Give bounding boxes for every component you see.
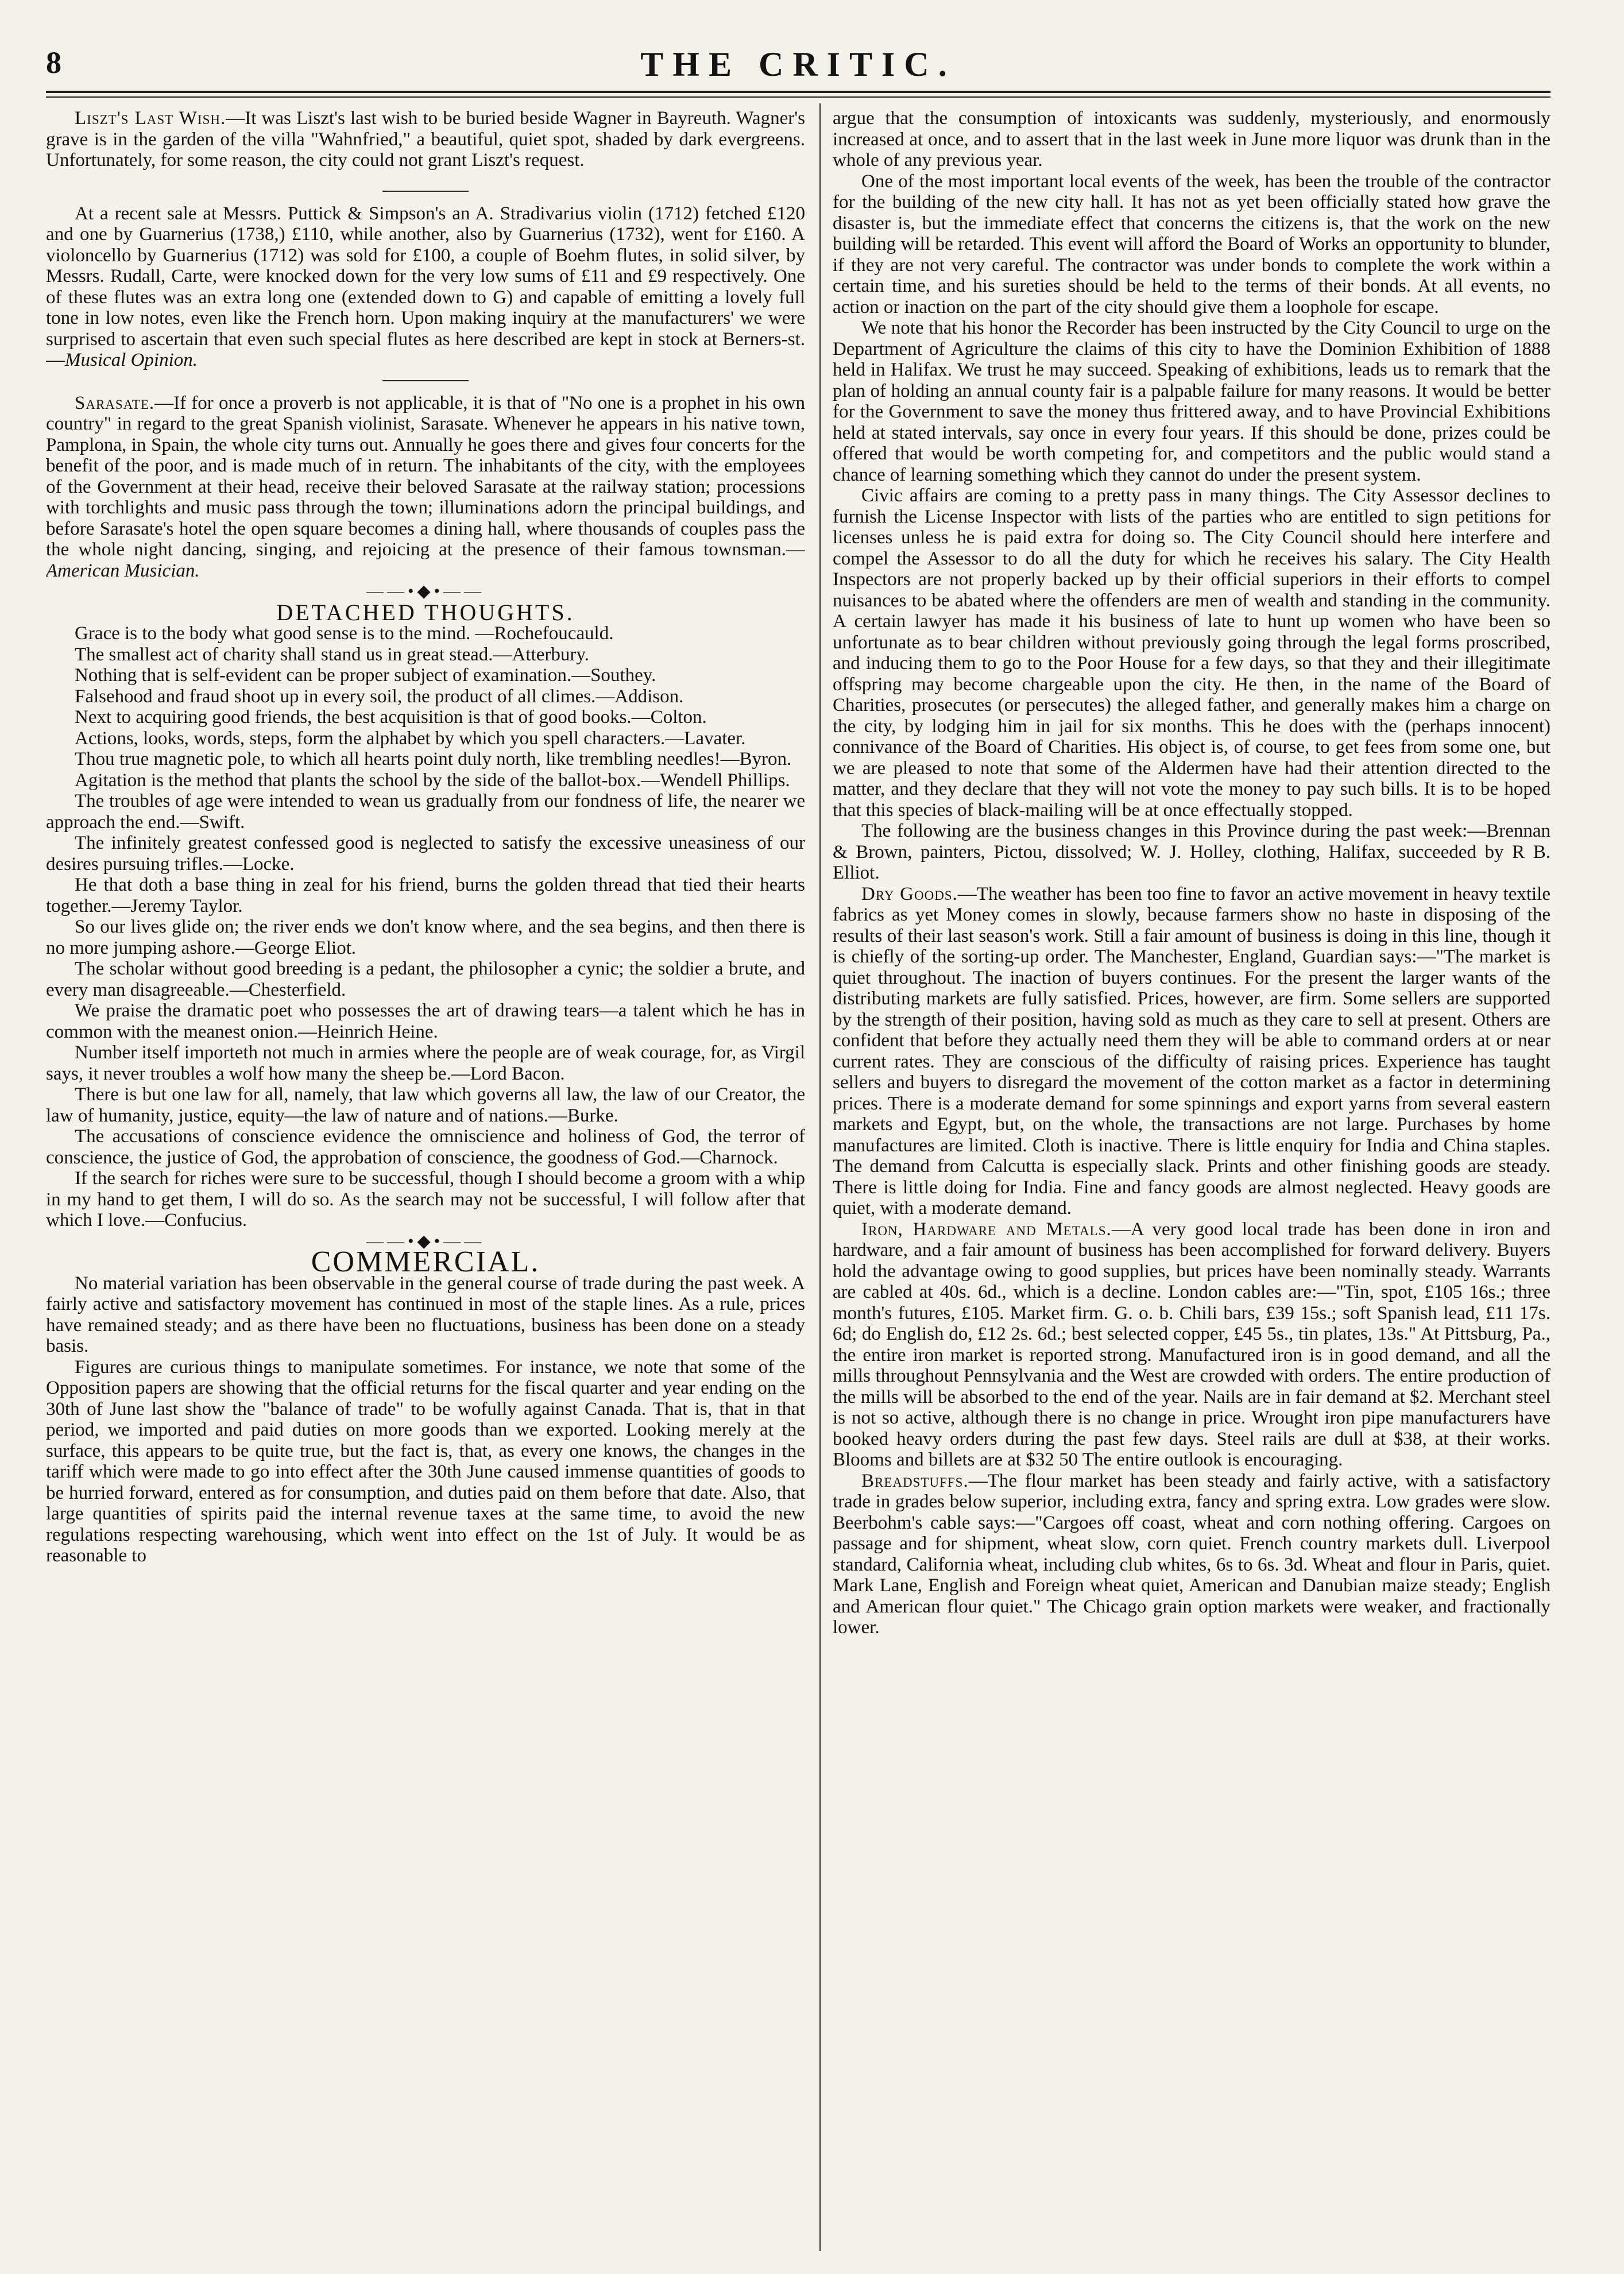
civic-affairs-paragraph: Civic affairs are coming to a pretty pass in many things. The City Assessor declines to furnish the License Inspector with lists of the parties who are entitled to sign petitions for licenses unless he is paid extra for doing so. The City Council should here interfere and compel the Assessor to do all the duty for which he receives his salary. The City Health Inspectors are not properly backed up by their official superiors in their efforts to compel nuisances to be abated where the offenders are men of wealth and standing in the community. A certain lawyer has made it his business of late to hunt up women who have been so unfortunate as to bear children without previously going through the legal forms proscribed, and inducing them to go to the Poor House for a few days, so that they and their illegitimate offspring may become chargeable upon the city. He then, in the name of the Board of Charities, prosecutes (or persecutes) the alleged father, and generally makes him a charge on the city, by lodging him in jail for six months. This he does with the (perhaps innocent) connivance of the Board of Charities. His object is, of course, to get fees from some one, but we are pleased to note that some of the Aldermen have had their attention directed to the matter, and they declare that they will not vote the money to pay such bills. It is to be hoped that this species of black-mailing will be at once effectually stopped. — [833, 485, 1550, 821]
section-ornament: ——•◆•—— — [366, 582, 485, 601]
thought-item: We praise the dramatic poet who possesses the art of drawing tears—a talent which he has in common with the meanest onion.—Heinrich Heine. — [46, 1000, 805, 1042]
column-divider — [819, 103, 821, 2251]
header-rule — [46, 91, 1550, 93]
stradivarius-paragraph: At a recent sale at Messrs. Puttick & Simpson's an A. Stradivarius violin (1712) fetched £120 and one by Guarnerius (1738,) £110, while another, also by Guarnerius (1732), went for £160. A violoncello by Guarnerius (1712) was sold for £100, a couple of Boehm flutes, in solid silver, by Messrs. Rudall, Carte, were knocked down for the very low sums of £11 and £9 respectively. One of these flutes was an extra long one (extended down to G) and capable of emitting a lovely full tone in low notes, even like the French horn. Upon making inquiry at the manufacturers' we were surprised to ascertain that even such special flutes as here described are kept in stock at Berners-st.—Musical Opinion. — [46, 203, 805, 370]
thought-item: Grace is to the body what good sense is to the mind. —Rochefoucauld. — [75, 623, 614, 644]
left-column — [46, 108, 805, 2253]
source-credit: American Musician. — [46, 560, 200, 581]
commercial-paragraph: No material variation has been observable in the general course of trade during the past week. A fairly active and satisfactory movement has continued in most of the staple lines. As a rule, prices have remained steady; and as there have been no fluctuations, business has been done on a steady basis. — [46, 1273, 805, 1356]
city-hall-paragraph: One of the most important local events of the week, has been the trouble of the contractor for the building of the new city hall. It has not as yet been officially stated how grave the disaster is, but the immediate effect that concerns the citizens is, that the work on the new building will be retarded. This event will afford the Board of Works an opportunity to blunder, if they are not very careful. The contractor was under bonds to complete the work within a certain time, and his sureties should be held to the terms of their bonds. At all events, no action or inaction on the part of the city should give them a loophole for escape. — [833, 171, 1550, 318]
thought-item: The infinitely greatest confessed good is neglected to satisfy the excessive uneasiness of our desires pursuing trifles.—Locke. — [46, 833, 805, 875]
commercial-title: COMMERCIAL. — [311, 1246, 540, 1278]
thought-item: The troubles of age were intended to wean us gradually from our fondness of life, the nearer we approach the end.—Swift. — [46, 791, 805, 833]
section-ornament: ——•◆•—— — [366, 1231, 485, 1251]
header-rule-thin — [46, 96, 1550, 98]
separator-rule — [382, 191, 469, 192]
thought-item: Nothing that is self-evident can be proper subject of examination.—Southey. — [75, 665, 656, 686]
thought-item: Number itself importeth not much in armies where the people are of weak courage, for, as Virgil says, it never troubles a wolf how many the sheep be.—Lord Bacon. — [46, 1042, 805, 1084]
commercial-text — [46, 1273, 805, 1567]
thought-item: Falsehood and fraud shoot up in every soil, the product of all climes.—Addison. — [75, 686, 684, 707]
liszt-heading: Liszt's Last Wish. — [75, 108, 226, 129]
sarasate-heading: Sarasate. — [75, 392, 155, 413]
sarasate-paragraph: Sarasate.—If for once a proverb is not applicable, it is that of "No one is a prophet in his own country" in regard to the great Spanish violinist, Sarasate. Whenever he appears in his native town, Pamplona, in Spain, the whole city turns out. Annually he goes there and gives four concerts for the benefit of the poor, and is made much of in return. The inhabitants of the city, with the employees of the Government at their head, receive their beloved Sarasate at the railway station; processions with torchlights and music pass through the town; illuminations adorn the principal buildings, and before Sarasate's hotel the open square becomes a dining hall, where thousands of couples pass the the whole night dancing, singing, and rejoicing at the presence of their famous townsman.—American Musician. — [46, 392, 805, 581]
dry-goods-heading: Dry Goods. — [861, 883, 958, 904]
thought-item: If the search for riches were sure to be successful, though I should become a groom with a whip in my hand to get them, I will do so. As the search may not be successful, I will follow after that which I love.—Confucius. — [46, 1168, 805, 1231]
thought-item: Agitation is the method that plants the school by the side of the ballot-box.—Wendell Phillips. — [75, 769, 790, 791]
masthead — [46, 45, 1550, 91]
thought-item: The accusations of conscience evidence the omniscience and holiness of God, the terror of conscience, the justice of God, the approbation of conscience, the goodness of God.—Charnock. — [46, 1126, 805, 1168]
source-credit: Musical Opinion. — [65, 350, 198, 370]
thought-item: Thou true magnetic pole, to which all hearts point duly north, like trembling needles!—Byron. — [75, 749, 792, 769]
breadstuffs-paragraph: Breadstuffs.—The flour market has been steady and fairly active, with a satisfactory trade in grades below superior, including extra, fancy and spring extra. Low grades were slow. Beerbohm's cable says:—"Cargoes off coast, wheat and corn nothing offering. Cargoes on passage and for shipment, wheat slow, corn quiet. French country markets dull. Liverpool standard, California wheat, including club whites, 6s to 6s. 3d. Wheat and flour in Paris, quiet. Mark Lane, English and Foreign wheat quiet, American and Danubian maize steady; English and American flour quiet." The Chicago grain option markets were weaker, and fractionally lower. — [833, 1470, 1550, 1638]
continued-paragraph: argue that the consumption of intoxicants was suddenly, mysteriously, and enormously increased at once, and to assert that in the last week in June more liquor was drunk than in the whole of any previous year. — [833, 108, 1550, 171]
thought-item: He that doth a base thing in zeal for his friend, burns the golden thread that tied their hearts together.—Jeremy Taylor. — [46, 875, 805, 916]
dry-goods-paragraph: Dry Goods.—The weather has been too fine to favor an active movement in heavy textile fabrics as yet Money comes in slowly, because farmers show no haste in disposing of the results of their last season's work. Still a fair amount of business is doing in this line, though it is chiefly of the sorting-up order. The Manchester, England, Guardian says:—"The market is quiet throughout. The inaction of buyers continues. For the present the larger wants of the distributing markets are fully satisfied. Prices, however, are firm. Some sellers are supported by the strength of their position, having sold as much as they care to sell at present. Others are confident that before they actually need them they will be able to command orders at or near current rates. They are conscious of the difficulty of raising prices. Experience has taught sellers and buyers to disregard the movement of the cotton market as a factor in determining prices. There is a moderate demand for some spinnings and export yarns from several eastern markets and Egypt, but, on the whole, the transactions are not large. Purchases by home manufactures are limited. Cloth is inactive. There is little enquiry for India and China staples. The demand from Calcutta is especially slack. Prints and other finishing goods are steady. There is little doing for India. Fine and fancy goods are almost neglected. Heavy goods are quiet, with a moderate demand. — [833, 883, 1550, 1219]
right-column — [833, 108, 1550, 2253]
business-changes-paragraph: The following are the business changes in this Province during the past week:—Brennan & Brown, painters, Pictou, dissolved; W. J. Holley, clothing, Halifax, succeeded by R B. Elliot. — [833, 821, 1550, 883]
detached-thoughts-title: DETACHED THOUGHTS. — [276, 599, 575, 625]
breadstuffs-heading: Breadstuffs. — [861, 1470, 969, 1491]
iron-paragraph: Iron, Hardware and Metals.—A very good local trade has been done in iron and hardware, and a fair amount of business has been accomplished for forward delivery. Buyers hold the advantage owing to good supplies, but prices have been nominally steady. Warrants are cabled at 40s. 6d., which is a decline. London cables are:—"Tin, spot, £105 16s.; three month's futures, £105. Market firm. G. o. b. Chili bars, £39 15s.; soft Spanish lead, £11 17s. 6d; do English do, £12 2s. 6d.; best selected copper, £45 5s., tin plates, 13s." At Pittsburg, Pa., the entire iron market is reported strong. Manufactured iron is in good demand, and all the mills throughout Pennsylvania and the West are crowded with orders. The entire production of the mills will be absorbed to the end of the year. Nails are in fair demand at $2. Merchant steel is not so active, although there is no change in price. Wrought iron pipe manufacturers have booked heavy orders during the past few days. Steel rails are dull at $38, at their works. Blooms and billets are at $32 50 The entire outlook is encouraging. — [833, 1219, 1550, 1470]
exhibition-paragraph: We note that his honor the Recorder has been instructed by the City Council to urge on the Department of Agriculture the claims of this city to have the Dominion Exhibition of 1888 held in Halifax. We trust he may succeed. Speaking of exhibitions, leads us to remark that the plan of holding an annual county fair is a palpable failure for many reasons. It would be better for the Government to save the money thus frittered away, and to have Provincial Exhibitions held at stated intervals, say once in every four years. If this should be done, prizes could be offered that would be worth competing for, and competitors and the public would stand a chance of learning something which they cannot do under the present system. — [833, 318, 1550, 485]
page-title: THE CRITIC. — [640, 45, 956, 83]
separator-rule — [382, 380, 469, 381]
page-number: 8 — [46, 45, 61, 80]
thought-item: The smallest act of charity shall stand us in great stead.—Atterbury. — [75, 644, 589, 665]
commercial-paragraph: Figures are curious things to manipulate sometimes. For instance, we note that some of the Opposition papers are showing that the official returns for the fiscal quarter and year ending on the 30th of June last show the "balance of trade" to be wofully against Canada. That is, that in that period, we imported and paid duties on more goods than we exported. Looking merely at the surface, this appears to be quite true, but the fact is, that, as every one knows, the changes in the tariff which were made to go into effect after the 30th June caused immense quantities of goods to be hurried forward, entered as for consumption, and duties paid on them before that date. Also, that large quantities of spirits paid the internal revenue taxes at the same time, to avoid the new regulations respecting warehousing, which went into effect on the 1st of July. It would be as reasonable to — [46, 1356, 805, 1566]
thoughts-list — [46, 623, 805, 1231]
iron-heading: Iron, Hardware and Metals. — [861, 1219, 1112, 1240]
thought-item: Actions, looks, words, steps, form the alphabet by which you spell characters.—Lavater. — [75, 728, 746, 749]
thought-item: There is but one law for all, namely, that law which governs all law, the law of our Creator, the law of humanity, justice, equity—the law of nature and of nations.—Burke. — [46, 1084, 805, 1126]
thought-item: The scholar without good breeding is a pedant, the philosopher a cynic; the soldier a brute, and every man disagreeable.—Chesterfield. — [46, 958, 805, 1000]
thought-item: So our lives glide on; the river ends we don't know where, and the sea begins, and then there is no more jumping ashore.—George Eliot. — [46, 916, 805, 958]
liszt-paragraph: Liszt's Last Wish.—It was Liszt's last wish to be buried beside Wagner in Bayreuth. Wagner's grave is in the garden of the villa "Wahnfried," a beautiful, quiet spot, shaded by dark evergreens. Unfortunately, for some reason, the city could not grant Liszt's request. — [46, 108, 805, 171]
thought-item: Next to acquiring good friends, the best acquisition is that of good books.—Colton. — [75, 707, 707, 728]
